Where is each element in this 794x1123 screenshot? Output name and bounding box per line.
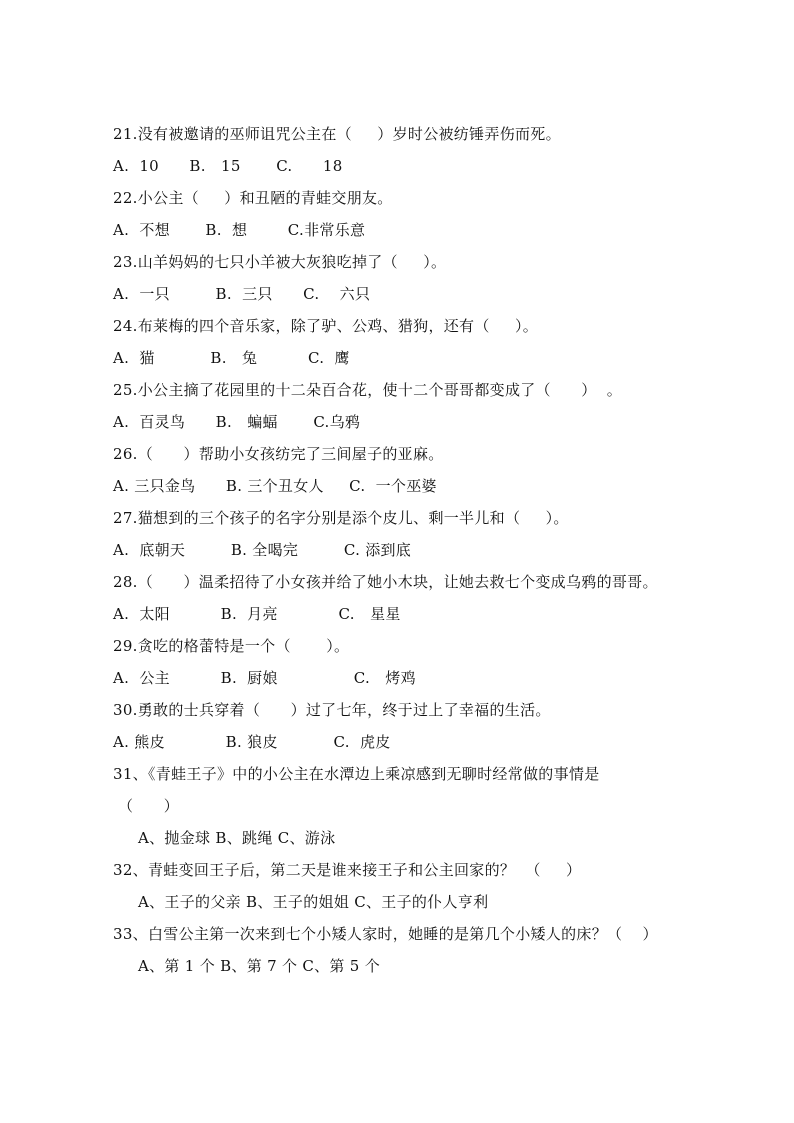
question-32-options: A、王子的父亲 B、王子的姐姐 C、王子的仆人亨利 xyxy=(138,893,489,911)
question-24-stem: 24.布莱梅的四个音乐家，除了驴、公鸡、猎狗，还有（ ）。 xyxy=(113,317,539,335)
question-29-stem: 29.贪吃的格蕾特是一个（ ）。 xyxy=(113,637,350,655)
question-25-options: A. 百灵鸟 B. 蝙蝠 C.乌鸦 xyxy=(113,413,361,431)
question-26-options: A. 三只金鸟 B. 三个丑女人 C. 一个巫婆 xyxy=(113,477,437,495)
question-24-options: A. 猫 B. 兔 C. 鹰 xyxy=(113,349,350,367)
question-30-stem: 30.勇敢的士兵穿着（ ）过了七年，终于过上了幸福的生活。 xyxy=(113,701,551,719)
question-21-options: A. 10 B. 15 C. 18 xyxy=(113,157,343,175)
question-28-stem: 28.（ ）温柔招待了小女孩并给了她小木块，让她去救七个变成乌鸦的哥哥。 xyxy=(113,573,658,591)
question-30-options: A. 熊皮 B. 狼皮 C. 虎皮 xyxy=(113,733,391,751)
question-29-options: A. 公主 B. 厨娘 C. 烤鸡 xyxy=(113,669,416,687)
question-28-options: A. 太阳 B. 月亮 C. 星星 xyxy=(113,605,401,623)
question-31-options: A、抛金球 B、跳绳 C、游泳 xyxy=(138,829,336,847)
question-27-options: A. 底朝天 B. 全喝完 C. 添到底 xyxy=(113,541,412,559)
question-27-stem: 27.猫想到的三个孩子的名字分别是添个皮儿、剩一半儿和（ ）。 xyxy=(113,509,569,527)
question-21-stem: 21.没有被邀请的巫师诅咒公主在（ ）岁时公被纺锤弄伤而死。 xyxy=(113,125,561,143)
question-22-options: A. 不想 B. 想 C.非常乐意 xyxy=(113,221,366,239)
question-23-stem: 23.山羊妈妈的七只小羊被大灰狼吃掉了（ ）。 xyxy=(113,253,447,271)
question-31-blank: （ ） xyxy=(118,797,180,815)
question-31-stem: 31、《青蛙王子》中的小公主在水潭边上乘凉感到无聊时经常做的事情是 xyxy=(113,765,600,783)
question-26-stem: 26.（ ）帮助小女孩纺完了三间屋子的亚麻。 xyxy=(113,445,444,463)
question-22-stem: 22.小公主（ ）和丑陋的青蛙交朋友。 xyxy=(113,189,393,207)
question-25-stem: 25.小公主摘了花园里的十二朵百合花，使十二个哥哥都变成了（ ） 。 xyxy=(113,381,623,399)
question-33-stem: 33、白雪公主第一次来到七个小矮人家时，她睡的是第几个小矮人的床？（ ） xyxy=(113,925,658,943)
question-23-options: A. 一只 B. 三只 C. 六只 xyxy=(113,285,371,303)
question-33-options: A、第 1 个 B、第 7 个 C、第 5 个 xyxy=(138,957,381,975)
question-32-stem: 32、青蛙变回王子后，第二天是谁来接王子和公主回家的？ （ ） xyxy=(113,861,582,879)
